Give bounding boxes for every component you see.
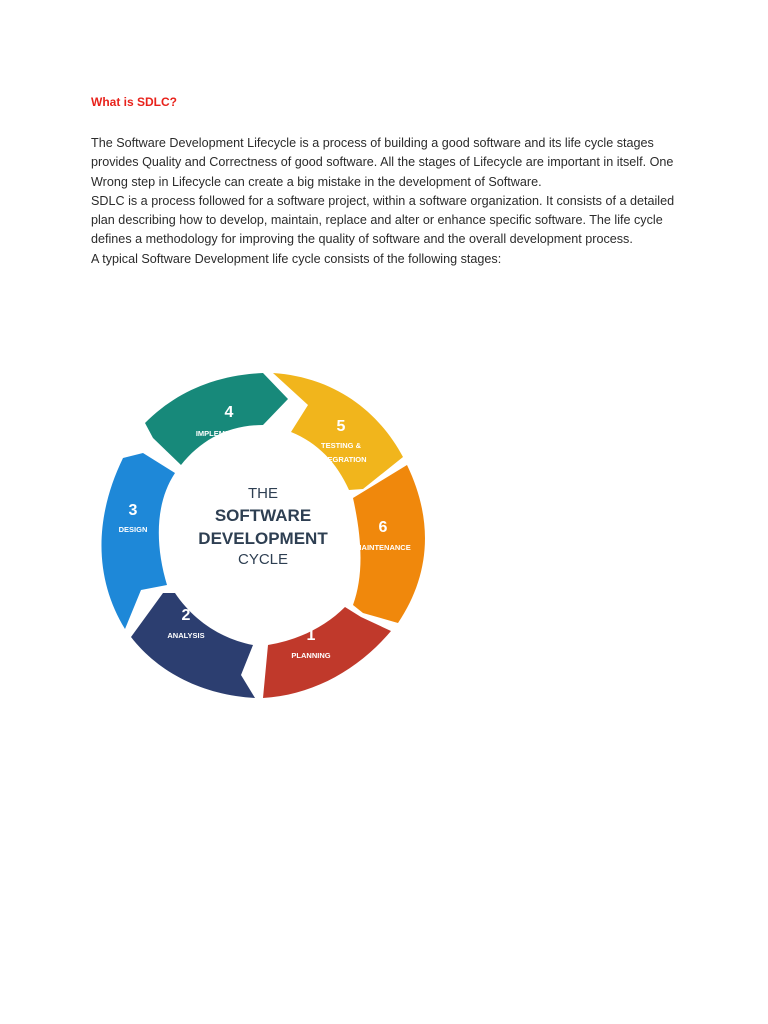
text-line: A typical Software Development life cycle consists of the following stages: xyxy=(91,251,502,266)
text-line: The Software Development Lifecycle is a process of building a good software and its life cycle stages xyxy=(91,136,654,150)
page-heading: What is SDLC? xyxy=(91,95,177,109)
stage-4-number: 4 xyxy=(224,404,234,421)
stage-3-number: 3 xyxy=(128,502,138,519)
text-line: Wrong step in Lifecycle can create a big mistake in the development of Software. xyxy=(91,174,542,189)
stage-5-label-line-2: INTEGRATION xyxy=(315,455,367,464)
stage-2-label: ANALYSIS xyxy=(167,631,205,640)
sdlc-cycle-graphic xyxy=(88,362,488,712)
center-title-line-4: CYCLE xyxy=(237,551,289,568)
stage-5-label-line-1: TESTING & xyxy=(320,441,362,450)
stage-6-number: 6 xyxy=(378,519,388,536)
stage-6-label: MAINTENANCE xyxy=(355,543,411,552)
text-line: SDLC is a process followed for a software project, within a software organization. It consists of a detailed xyxy=(91,193,675,208)
center-title-line-1: THE xyxy=(248,485,278,502)
text-line: provides Quality and Correctness of good software. All the stages of Lifecycle are important in itself. One xyxy=(91,155,674,170)
stage-3-label: DESIGN xyxy=(118,525,148,534)
stage-2-number: 2 xyxy=(181,607,191,624)
center-title-line-3: DEVELOPMENT xyxy=(198,529,328,548)
sdlc-cycle-diagram xyxy=(88,362,488,712)
stage-4-label: IMPLEMENTATION xyxy=(195,429,263,438)
text-line: defines a methodology for improving the quality of software and the overall development process. xyxy=(91,232,633,247)
stage-1-label: PLANNING xyxy=(291,651,331,660)
intro-text xyxy=(91,134,691,269)
center-title-line-2: SOFTWARE xyxy=(214,506,312,525)
text-line: plan describing how to develop, maintain, replace and alter or enhance specific software. The life cycle xyxy=(91,213,663,228)
stage-1-number: 1 xyxy=(306,627,316,644)
stage-5-number: 5 xyxy=(336,418,346,435)
